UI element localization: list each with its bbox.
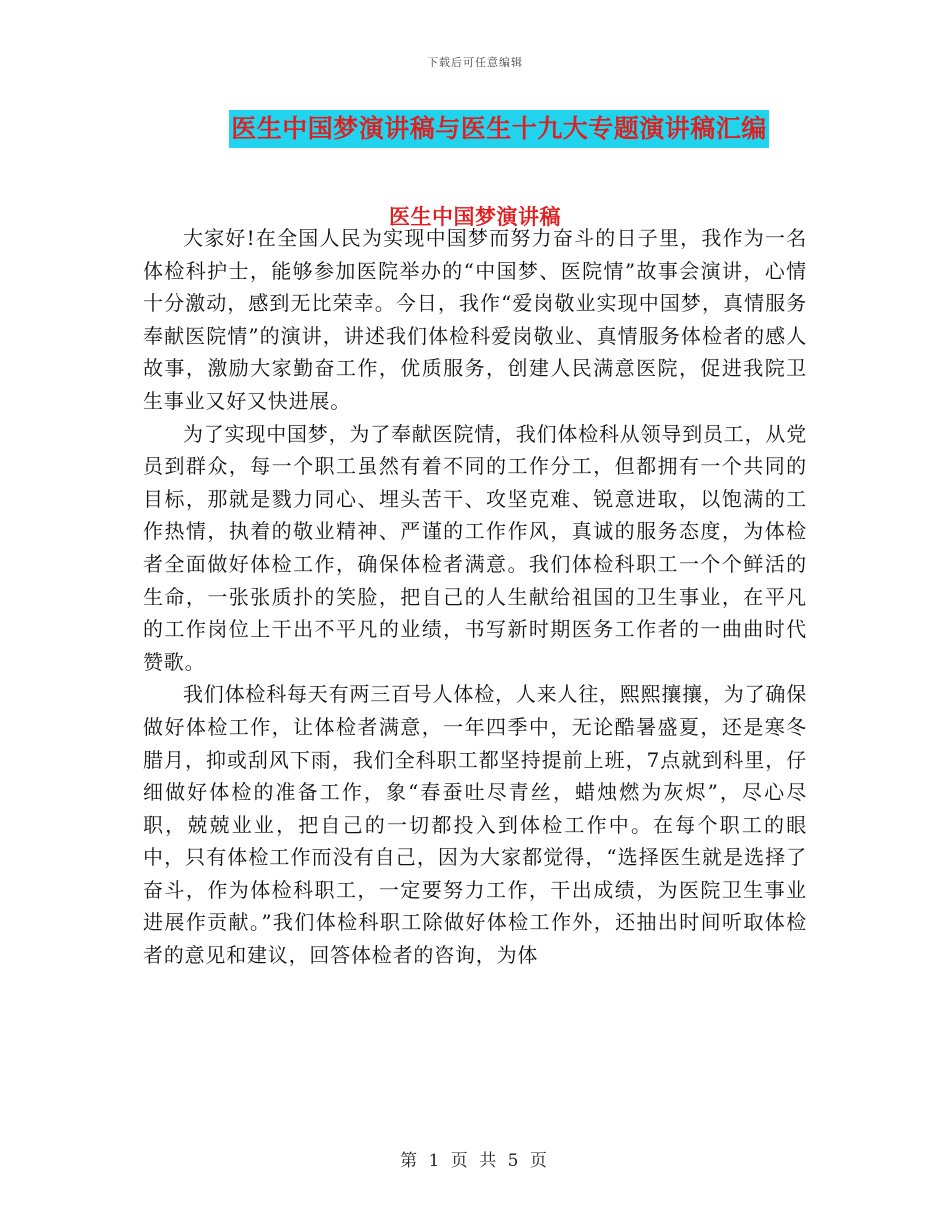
paragraph: 为了实现中国梦，为了奉献医院情，我们体检科从领导到员工，从党员到群众，每一个职工虽然有着不同的工作分工，但都拥有一个共同的目标，那就是戮力同心、埋头苦干、攻坚克难、锐意进取，以饱满的工作热情，执着的敬业精神、严谨的工作作风，真诚的服务态度，为体检者全面做好体检工作，确保体检者满意。我们体检科职工一个个鲜活的生命，一张张质扑的笑脸，把自己的人生献给祖国的卫生事业，在平凡的工作岗位上干出不平凡的业绩，书写新时期医务工作者的一曲曲时代赞歌。 — [143, 421, 807, 674]
page-header-note: 下载后可任意编辑 — [427, 56, 523, 69]
section-title: 医生中国梦演讲稿 — [389, 205, 561, 229]
paragraph: 大家好!在全国人民为实现中国梦而努力奋斗的日子里，我作为一名体检科护士，能够参加医院举办的“中国梦、医院情”故事会演讲，心情十分激动，感到无比荣幸。今日，我作“爱岗敬业实现中国梦，真情服务奉献医院情”的演讲，讲述我们体检科爱岗敬业、真情服务体检者的感人故事，激励大家勤奋工作，优质服务，创建人民满意医院，促进我院卫生事业又好又快进展。 — [143, 226, 807, 413]
document-body — [143, 222, 807, 972]
document-title: 医生中国梦演讲稿与医生十九大专题演讲稿汇编 — [229, 110, 769, 148]
page-number-footer: 第 1 页 共 5 页 — [400, 1151, 550, 1171]
paragraph: 我们体检科每天有两三百号人体检，人来人往，熙熙攘攘，为了确保做好体检工作，让体检者满意，一年四季中，无论酷暑盛夏，还是寒冬腊月，抑或刮风下雨，我们全科职工都坚持提前上班，7点就到科里，仔细做好体检的准备工作，象“春蚕吐尽青丝，蜡烛燃为灰烬”，尽心尽职，兢兢业业，把自己的一切都投入到体检工作中。在每个职工的眼中，只有体检工作而没有自己，因为大家都觉得，“选择医生就是选择了奋斗，作为体检科职工，一定要努力工作，干出成绩，为医院卫生事业进展作贡献。”我们体检科职工除做好体检工作外，还抽出时间听取体检者的意见和建议，回答体检者的咨询，为体 — [143, 682, 807, 968]
main-title-container — [0, 110, 950, 148]
